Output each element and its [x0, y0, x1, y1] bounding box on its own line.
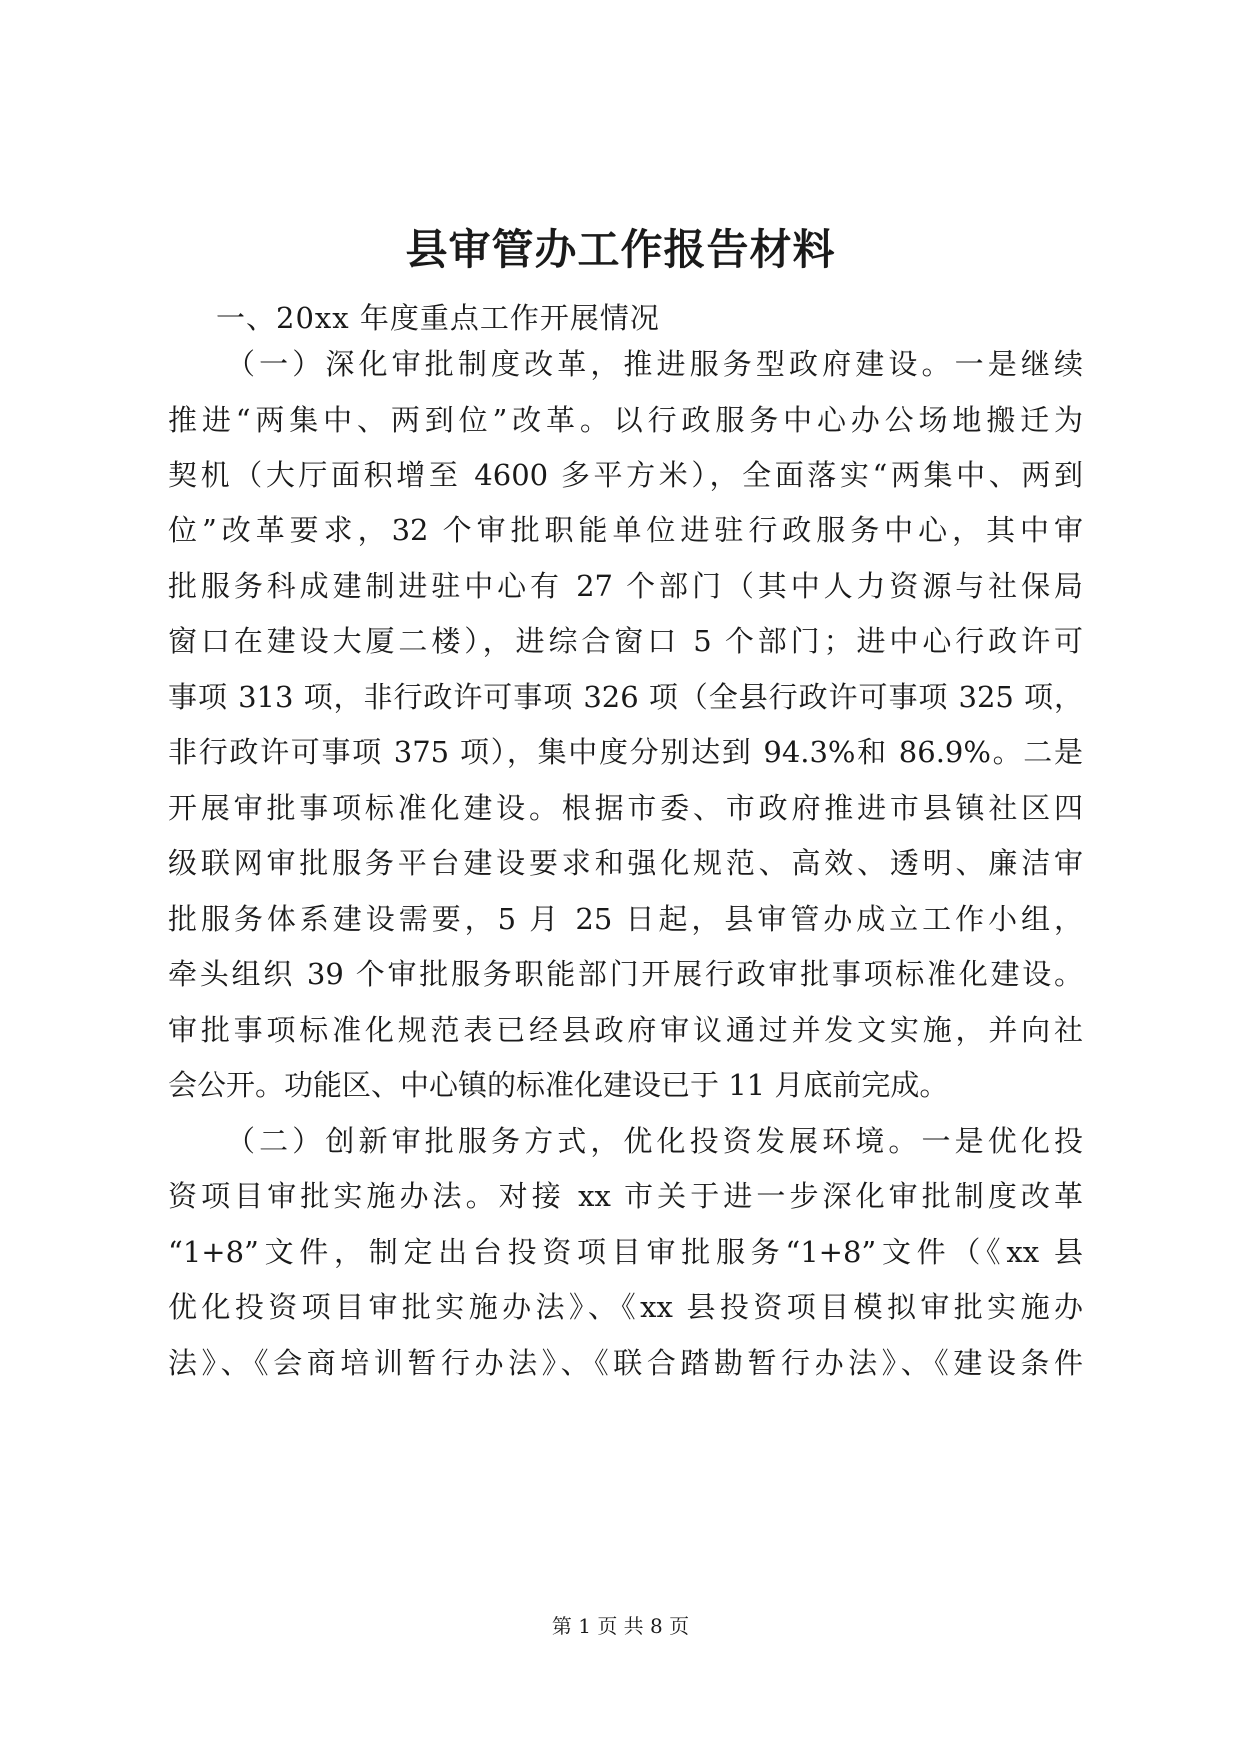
para1-line: 契机（大厅面积增至 4600 多平方米），全面落实“两集中、两到: [168, 458, 1083, 492]
para2-line: 资项目审批实施办法。对接 xx 市关于进一步深化审批制度改革: [168, 1179, 1083, 1213]
para1-line: 审批事项标准化规范表已经县政府审议通过并发文实施，并向社: [168, 1013, 1083, 1047]
para1-line: 开展审批事项标准化建设。根据市委、市政府推进市县镇社区四: [168, 791, 1083, 825]
page-number-footer: 第 1 页 共 8 页: [551, 1614, 690, 1638]
para2-line: “1+8”文件，制定出台投资项目审批服务“1+8”文件（《xx 县: [168, 1235, 1083, 1269]
para1-line: 牵头组织 39 个审批服务职能部门开展行政审批事项标准化建设。: [168, 957, 1083, 991]
para1-line: 位”改革要求，32 个审批职能单位进驻行政服务中心，其中审: [168, 513, 1083, 547]
para1-line: 窗口在建设大厦二楼），进综合窗口 5 个部门；进中心行政许可: [168, 624, 1083, 658]
para2-line: 法》、《会商培训暂行办法》、《联合踏勘暂行办法》、《建设条件: [168, 1346, 1083, 1380]
para2-line: 优化投资项目审批实施办法》、《xx 县投资项目模拟审批实施办: [168, 1290, 1083, 1324]
para1-line: 会公开。功能区、中心镇的标准化建设已于 11 月底前完成。: [168, 1068, 949, 1102]
para1-line: 批服务科成建制进驻中心有 27 个部门（其中人力资源与社保局: [168, 569, 1083, 603]
para1-line: 非行政许可事项 375 项），集中度分别达到 94.3%和 86.9%。二是: [168, 735, 1083, 769]
para1-line: 级联网审批服务平台建设要求和强化规范、高效、透明、廉洁审: [168, 846, 1083, 880]
para1-line: 事项 313 项，非行政许可事项 326 项（全县行政许可事项 325 项，: [168, 680, 1083, 714]
para1-line: 批服务体系建设需要，5 月 25 日起，县审管办成立工作小组，: [168, 902, 1083, 936]
para2-line: （二）创新审批服务方式，优化投资发展环境。一是优化投: [226, 1124, 1083, 1158]
para1-line: 推进“两集中、两到位”改革。以行政服务中心办公场地搬迁为: [168, 403, 1083, 437]
section-heading: 一、20xx 年度重点工作开展情况: [216, 301, 660, 335]
para1-line: （一）深化审批制度改革，推进服务型政府建设。一是继续: [226, 347, 1083, 381]
document-title: 县审管办工作报告材料: [405, 225, 836, 274]
